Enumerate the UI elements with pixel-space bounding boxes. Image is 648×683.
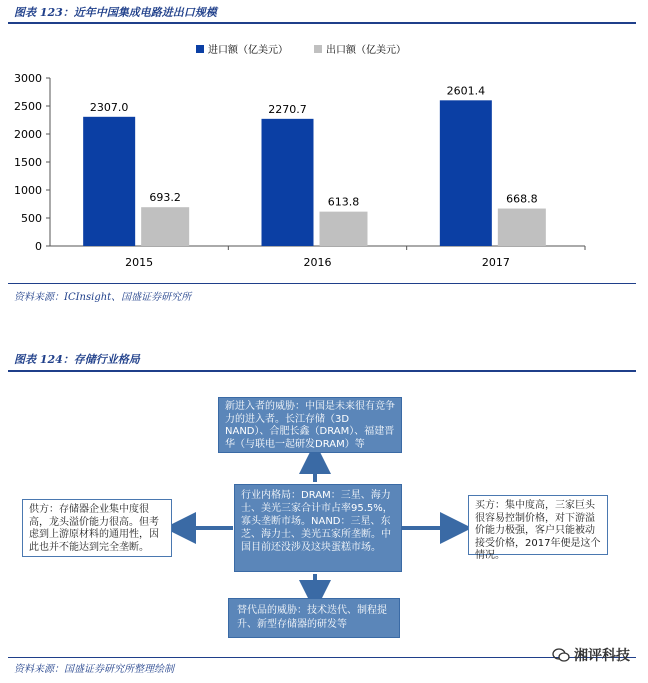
x-tick-label: 2017 [481, 256, 510, 269]
diagram-box-buyers: 买方：集中度高，三家巨头很容易控制价格，对下游溢价能力极强，客户只能被动接受价格，2017年便是这个情况。 [468, 495, 608, 555]
figure-123-source: 资料来源：ICInsight、国盛证券研究所 [14, 292, 192, 303]
figure-124-source: 资料来源：国盛证券研究所整理绘制 [14, 664, 174, 675]
wechat-icon [552, 648, 570, 662]
x-tick-label: 2015 [125, 256, 154, 269]
diagram-box-industry-competition: 行业内格局：DRAM：三星、海力士、美光三家合计市占率95.5%，寡头垄断市场。NAND：三星、东芝、海力士、美光五家所垄断。中国目前还没涉及这块蛋糕市场。 [234, 484, 402, 572]
export-value-label: 668.8 [506, 192, 538, 206]
figure-124-title: 图表 124：存储行业格局 [14, 353, 140, 366]
export-value-label: 613.8 [327, 195, 360, 209]
legend-label: 出口额（亿美元） [326, 45, 406, 56]
import-value-label: 2307.0 [89, 100, 129, 114]
y-tick-label: 2000 [14, 128, 42, 141]
diagram-box-substitutes: 替代品的威胁：技术迭代、制程提升、新型存储器的研发等 [228, 598, 400, 638]
diagram-box-new-entrants: 新进入者的威胁：中国是未来很有竞争力的进入者。长江存储（3D NAND）、合肥长鑫（DRAM）、福建晋华（与联电一起研发DRAM）等 [218, 397, 402, 453]
diagram-box-suppliers: 供方：存储器企业集中度很高，龙头溢价能力很高。但考虑到上游原材料的通用性，因此也并不能达到完全垄断。 [22, 499, 172, 557]
y-tick-label: 3000 [14, 72, 42, 85]
export-value-label: 693.2 [149, 191, 181, 205]
legend-label: 进口额（亿美元） [208, 45, 288, 56]
watermark [552, 645, 630, 665]
import-value-label: 2601.4 [446, 84, 486, 98]
figure-124-source-rule [8, 657, 636, 658]
y-tick-label: 0 [35, 240, 42, 253]
y-tick-label: 2500 [14, 100, 42, 113]
x-tick-label: 2016 [303, 256, 332, 269]
watermark-text: 湘评科技 [574, 648, 630, 664]
figure-123-title: 图表 123：近年中国集成电路进出口规模 [14, 6, 217, 19]
import-value-label: 2270.7 [268, 102, 307, 116]
y-tick-label: 500 [21, 212, 42, 225]
y-tick-label: 1500 [14, 156, 42, 169]
y-tick-label: 1000 [14, 184, 42, 197]
